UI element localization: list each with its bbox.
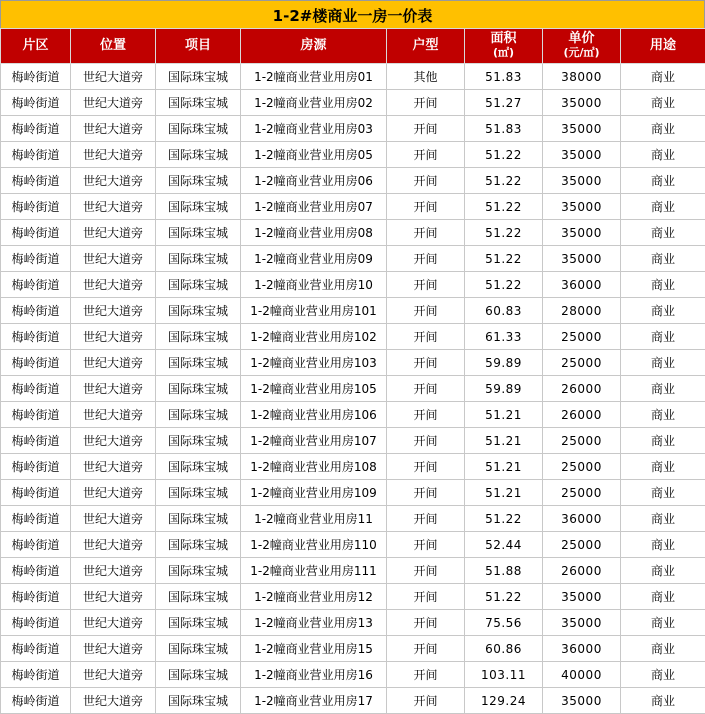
header-area-unit: (㎡) [465, 46, 542, 60]
cell-district: 梅岭街道 [1, 402, 71, 428]
cell-location: 世纪大道旁 [71, 298, 156, 324]
cell-district: 梅岭街道 [1, 376, 71, 402]
cell-usage: 商业 [621, 272, 705, 298]
table-row [1, 64, 705, 90]
cell-project: 国际珠宝城 [156, 220, 241, 246]
cell-type: 开间 [387, 116, 465, 142]
cell-area: 51.22 [465, 246, 543, 272]
cell-area: 60.83 [465, 298, 543, 324]
table-row [1, 194, 705, 220]
table-row [1, 220, 705, 246]
cell-area: 51.83 [465, 116, 543, 142]
cell-usage: 商业 [621, 558, 705, 584]
cell-location: 世纪大道旁 [71, 220, 156, 246]
cell-type: 开间 [387, 194, 465, 220]
cell-district: 梅岭街道 [1, 90, 71, 116]
cell-price: 35000 [543, 168, 621, 194]
header-price-unit: (元/㎡) [543, 46, 620, 60]
cell-area: 51.27 [465, 90, 543, 116]
cell-price: 25000 [543, 480, 621, 506]
cell-area: 60.86 [465, 636, 543, 662]
cell-area: 51.22 [465, 506, 543, 532]
cell-district: 梅岭街道 [1, 480, 71, 506]
cell-area: 51.22 [465, 220, 543, 246]
cell-area: 51.22 [465, 168, 543, 194]
cell-area: 51.22 [465, 272, 543, 298]
cell-location: 世纪大道旁 [71, 532, 156, 558]
cell-district: 梅岭街道 [1, 246, 71, 272]
cell-price: 25000 [543, 350, 621, 376]
cell-unit: 1-2幢商业营业用房15 [241, 636, 387, 662]
table-row [1, 558, 705, 584]
table-row [1, 662, 705, 688]
cell-project: 国际珠宝城 [156, 116, 241, 142]
cell-usage: 商业 [621, 298, 705, 324]
cell-area: 59.89 [465, 350, 543, 376]
cell-district: 梅岭街道 [1, 610, 71, 636]
cell-price: 25000 [543, 324, 621, 350]
cell-usage: 商业 [621, 662, 705, 688]
table-row [1, 246, 705, 272]
cell-unit: 1-2幢商业营业用房107 [241, 428, 387, 454]
cell-type: 开间 [387, 454, 465, 480]
cell-project: 国际珠宝城 [156, 454, 241, 480]
cell-usage: 商业 [621, 584, 705, 610]
cell-usage: 商业 [621, 636, 705, 662]
cell-project: 国际珠宝城 [156, 246, 241, 272]
table-row [1, 116, 705, 142]
cell-location: 世纪大道旁 [71, 688, 156, 714]
cell-unit: 1-2幢商业营业用房01 [241, 64, 387, 90]
cell-price: 26000 [543, 402, 621, 428]
cell-type: 开间 [387, 246, 465, 272]
cell-location: 世纪大道旁 [71, 168, 156, 194]
cell-location: 世纪大道旁 [71, 64, 156, 90]
cell-usage: 商业 [621, 402, 705, 428]
cell-location: 世纪大道旁 [71, 480, 156, 506]
cell-usage: 商业 [621, 454, 705, 480]
cell-area: 61.33 [465, 324, 543, 350]
cell-price: 35000 [543, 610, 621, 636]
cell-project: 国际珠宝城 [156, 532, 241, 558]
cell-area: 51.21 [465, 480, 543, 506]
cell-location: 世纪大道旁 [71, 584, 156, 610]
header-project: 项目 [156, 29, 241, 64]
cell-location: 世纪大道旁 [71, 142, 156, 168]
cell-price: 38000 [543, 64, 621, 90]
cell-unit: 1-2幢商业营业用房17 [241, 688, 387, 714]
table-row [1, 402, 705, 428]
cell-district: 梅岭街道 [1, 194, 71, 220]
cell-usage: 商业 [621, 506, 705, 532]
cell-price: 26000 [543, 558, 621, 584]
cell-type: 开间 [387, 298, 465, 324]
cell-location: 世纪大道旁 [71, 428, 156, 454]
cell-location: 世纪大道旁 [71, 246, 156, 272]
cell-district: 梅岭街道 [1, 64, 71, 90]
cell-price: 36000 [543, 506, 621, 532]
cell-district: 梅岭街道 [1, 662, 71, 688]
cell-type: 开间 [387, 90, 465, 116]
cell-unit: 1-2幢商业营业用房105 [241, 376, 387, 402]
cell-type: 开间 [387, 142, 465, 168]
table-row [1, 584, 705, 610]
cell-unit: 1-2幢商业营业用房02 [241, 90, 387, 116]
cell-type: 开间 [387, 428, 465, 454]
cell-price: 25000 [543, 532, 621, 558]
cell-type: 开间 [387, 584, 465, 610]
cell-location: 世纪大道旁 [71, 636, 156, 662]
cell-unit: 1-2幢商业营业用房07 [241, 194, 387, 220]
cell-unit: 1-2幢商业营业用房110 [241, 532, 387, 558]
table-row [1, 376, 705, 402]
header-price-label: 单价 [568, 31, 594, 46]
cell-district: 梅岭街道 [1, 350, 71, 376]
cell-project: 国际珠宝城 [156, 64, 241, 90]
header-row [1, 29, 705, 64]
table-row [1, 298, 705, 324]
cell-usage: 商业 [621, 194, 705, 220]
cell-location: 世纪大道旁 [71, 350, 156, 376]
header-price [543, 29, 621, 64]
cell-area: 103.11 [465, 662, 543, 688]
table-row [1, 506, 705, 532]
cell-unit: 1-2幢商业营业用房05 [241, 142, 387, 168]
cell-project: 国际珠宝城 [156, 194, 241, 220]
cell-type: 其他 [387, 64, 465, 90]
cell-price: 36000 [543, 272, 621, 298]
cell-district: 梅岭街道 [1, 116, 71, 142]
cell-unit: 1-2幢商业营业用房101 [241, 298, 387, 324]
cell-type: 开间 [387, 350, 465, 376]
cell-district: 梅岭街道 [1, 454, 71, 480]
cell-area: 51.22 [465, 584, 543, 610]
cell-location: 世纪大道旁 [71, 558, 156, 584]
cell-type: 开间 [387, 272, 465, 298]
cell-unit: 1-2幢商业营业用房10 [241, 272, 387, 298]
cell-usage: 商业 [621, 168, 705, 194]
cell-area: 51.88 [465, 558, 543, 584]
cell-project: 国际珠宝城 [156, 168, 241, 194]
cell-district: 梅岭街道 [1, 532, 71, 558]
table-row [1, 480, 705, 506]
cell-district: 梅岭街道 [1, 428, 71, 454]
cell-district: 梅岭街道 [1, 220, 71, 246]
cell-district: 梅岭街道 [1, 142, 71, 168]
cell-project: 国际珠宝城 [156, 688, 241, 714]
cell-type: 开间 [387, 220, 465, 246]
table-row [1, 532, 705, 558]
header-type: 户型 [387, 29, 465, 64]
cell-usage: 商业 [621, 324, 705, 350]
cell-unit: 1-2幢商业营业用房102 [241, 324, 387, 350]
cell-district: 梅岭街道 [1, 506, 71, 532]
cell-price: 35000 [543, 116, 621, 142]
cell-type: 开间 [387, 402, 465, 428]
cell-price: 35000 [543, 90, 621, 116]
cell-usage: 商业 [621, 532, 705, 558]
table-row [1, 636, 705, 662]
table-row [1, 142, 705, 168]
table-row [1, 350, 705, 376]
cell-usage: 商业 [621, 688, 705, 714]
cell-price: 40000 [543, 662, 621, 688]
price-table [0, 28, 705, 714]
header-area [465, 29, 543, 64]
cell-usage: 商业 [621, 428, 705, 454]
cell-unit: 1-2幢商业营业用房108 [241, 454, 387, 480]
cell-type: 开间 [387, 168, 465, 194]
cell-usage: 商业 [621, 220, 705, 246]
cell-type: 开间 [387, 636, 465, 662]
header-location: 位置 [71, 29, 156, 64]
cell-price: 35000 [543, 584, 621, 610]
cell-area: 51.83 [465, 64, 543, 90]
cell-district: 梅岭街道 [1, 584, 71, 610]
cell-price: 26000 [543, 376, 621, 402]
cell-type: 开间 [387, 506, 465, 532]
cell-project: 国际珠宝城 [156, 480, 241, 506]
cell-location: 世纪大道旁 [71, 376, 156, 402]
cell-unit: 1-2幢商业营业用房06 [241, 168, 387, 194]
cell-project: 国际珠宝城 [156, 350, 241, 376]
cell-price: 35000 [543, 220, 621, 246]
cell-location: 世纪大道旁 [71, 662, 156, 688]
cell-district: 梅岭街道 [1, 272, 71, 298]
cell-type: 开间 [387, 558, 465, 584]
cell-price: 25000 [543, 428, 621, 454]
cell-project: 国际珠宝城 [156, 142, 241, 168]
cell-area: 51.21 [465, 428, 543, 454]
cell-type: 开间 [387, 324, 465, 350]
cell-usage: 商业 [621, 116, 705, 142]
cell-type: 开间 [387, 532, 465, 558]
cell-usage: 商业 [621, 480, 705, 506]
cell-area: 59.89 [465, 376, 543, 402]
cell-area: 129.24 [465, 688, 543, 714]
cell-project: 国际珠宝城 [156, 428, 241, 454]
cell-project: 国际珠宝城 [156, 90, 241, 116]
header-unit: 房源 [241, 29, 387, 64]
cell-project: 国际珠宝城 [156, 298, 241, 324]
cell-location: 世纪大道旁 [71, 506, 156, 532]
cell-project: 国际珠宝城 [156, 272, 241, 298]
cell-price: 25000 [543, 454, 621, 480]
cell-project: 国际珠宝城 [156, 662, 241, 688]
cell-price: 35000 [543, 688, 621, 714]
cell-project: 国际珠宝城 [156, 376, 241, 402]
table-row [1, 428, 705, 454]
cell-area: 51.21 [465, 402, 543, 428]
cell-type: 开间 [387, 662, 465, 688]
cell-unit: 1-2幢商业营业用房109 [241, 480, 387, 506]
cell-location: 世纪大道旁 [71, 610, 156, 636]
cell-price: 36000 [543, 636, 621, 662]
cell-usage: 商业 [621, 246, 705, 272]
cell-unit: 1-2幢商业营业用房09 [241, 246, 387, 272]
cell-type: 开间 [387, 610, 465, 636]
cell-district: 梅岭街道 [1, 298, 71, 324]
cell-usage: 商业 [621, 142, 705, 168]
cell-area: 52.44 [465, 532, 543, 558]
table-title: 1-2#楼商业一房一价表 [0, 0, 705, 30]
cell-location: 世纪大道旁 [71, 324, 156, 350]
cell-location: 世纪大道旁 [71, 116, 156, 142]
cell-usage: 商业 [621, 64, 705, 90]
cell-area: 75.56 [465, 610, 543, 636]
cell-project: 国际珠宝城 [156, 506, 241, 532]
cell-unit: 1-2幢商业营业用房12 [241, 584, 387, 610]
cell-unit: 1-2幢商业营业用房111 [241, 558, 387, 584]
cell-unit: 1-2幢商业营业用房16 [241, 662, 387, 688]
cell-district: 梅岭街道 [1, 688, 71, 714]
header-area-label: 面积 [490, 31, 516, 46]
cell-unit: 1-2幢商业营业用房13 [241, 610, 387, 636]
cell-location: 世纪大道旁 [71, 454, 156, 480]
header-district: 片区 [1, 29, 71, 64]
cell-project: 国际珠宝城 [156, 610, 241, 636]
cell-area: 51.22 [465, 142, 543, 168]
cell-district: 梅岭街道 [1, 558, 71, 584]
cell-price: 35000 [543, 246, 621, 272]
cell-project: 国际珠宝城 [156, 324, 241, 350]
cell-unit: 1-2幢商业营业用房11 [241, 506, 387, 532]
cell-district: 梅岭街道 [1, 324, 71, 350]
cell-project: 国际珠宝城 [156, 636, 241, 662]
cell-usage: 商业 [621, 90, 705, 116]
cell-location: 世纪大道旁 [71, 90, 156, 116]
cell-usage: 商业 [621, 610, 705, 636]
cell-project: 国际珠宝城 [156, 558, 241, 584]
table-row [1, 272, 705, 298]
cell-type: 开间 [387, 376, 465, 402]
cell-area: 51.21 [465, 454, 543, 480]
cell-unit: 1-2幢商业营业用房106 [241, 402, 387, 428]
cell-location: 世纪大道旁 [71, 272, 156, 298]
cell-unit: 1-2幢商业营业用房103 [241, 350, 387, 376]
table-row [1, 454, 705, 480]
cell-project: 国际珠宝城 [156, 402, 241, 428]
cell-price: 35000 [543, 194, 621, 220]
cell-unit: 1-2幢商业营业用房08 [241, 220, 387, 246]
cell-price: 28000 [543, 298, 621, 324]
cell-unit: 1-2幢商业营业用房03 [241, 116, 387, 142]
cell-district: 梅岭街道 [1, 168, 71, 194]
cell-area: 51.22 [465, 194, 543, 220]
table-row [1, 168, 705, 194]
cell-location: 世纪大道旁 [71, 402, 156, 428]
cell-price: 35000 [543, 142, 621, 168]
cell-type: 开间 [387, 688, 465, 714]
header-usage: 用途 [621, 29, 705, 64]
cell-district: 梅岭街道 [1, 636, 71, 662]
cell-usage: 商业 [621, 350, 705, 376]
cell-usage: 商业 [621, 376, 705, 402]
cell-location: 世纪大道旁 [71, 194, 156, 220]
cell-type: 开间 [387, 480, 465, 506]
cell-project: 国际珠宝城 [156, 584, 241, 610]
table-row [1, 610, 705, 636]
table-row [1, 324, 705, 350]
table-row [1, 90, 705, 116]
